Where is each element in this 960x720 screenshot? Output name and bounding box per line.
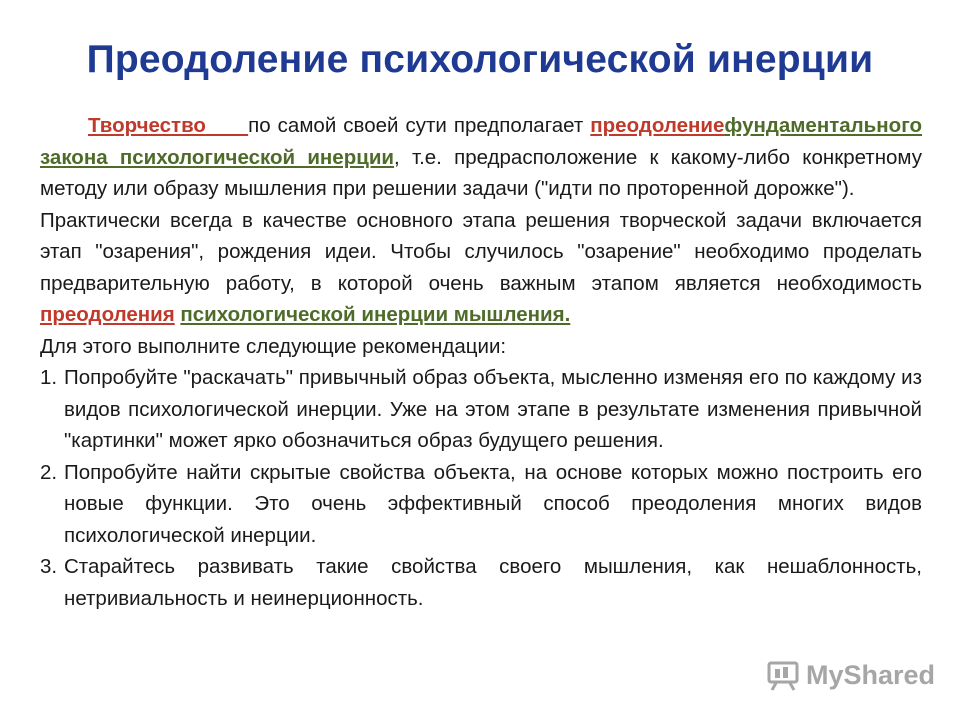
watermark-text: MyShared	[806, 659, 936, 690]
paragraph-text: , т.е. предрасположение к какому-либо конкретному методу или образу мышления при решении задачи ("идти по проторенной дорожке").	[40, 145, 922, 200]
paragraph-insight	[40, 205, 922, 331]
list-item	[40, 457, 922, 552]
term-overcoming: преодоление	[590, 114, 725, 137]
term-fundamental-law: фундаментального закона психологической инерции	[40, 114, 922, 169]
term-creativity: Творчество	[88, 114, 206, 137]
slide-body	[40, 110, 922, 614]
list-text: Старайтесь развивать такие свойства своего мышления, как нешаблонность, нетривиальность и неинерционность.	[64, 555, 922, 610]
paragraph-text: Практически всегда в качестве основного этапа решения творческой задачи включается этап "озарения", рождения идеи. Чтобы случилось "озарение" необходимо проделать предварительную работу, в которой очень важным этапом является необходимость	[40, 208, 922, 295]
list-text: Попробуйте "раскачать" привычный образ объекта, мысленно изменяя его по каждому из видов психологической инерции. Уже на этом этапе в результате изменения привычной "картинки" может ярко обозначиться образ будущего решения.	[64, 366, 922, 452]
term-overcoming-2: преодоления	[40, 303, 175, 326]
watermark	[766, 655, 935, 695]
list-number: 1.	[40, 366, 58, 389]
list-item	[40, 551, 922, 614]
slide-title: Преодоление психологической инерции	[86, 38, 874, 81]
presentation-board-icon	[766, 658, 800, 692]
term-psych-inertia: психологической инерции мышления.	[180, 303, 571, 326]
list-number: 2.	[40, 460, 58, 484]
paragraph-intro-recommendations: Для этого выполните следующие рекомендации:	[40, 334, 507, 358]
paragraph-text: по самой своей сути предполагает	[248, 114, 591, 137]
recommendations-list	[40, 362, 922, 614]
paragraph-creativity	[40, 110, 922, 205]
list-number: 3.	[40, 555, 58, 578]
list-item	[40, 362, 922, 457]
list-text: Попробуйте найти скрытые свойства объекта, на основе которых можно построить его новые функции. Это очень эффективный способ преодоления многих видов психологической инерции.	[64, 460, 922, 547]
